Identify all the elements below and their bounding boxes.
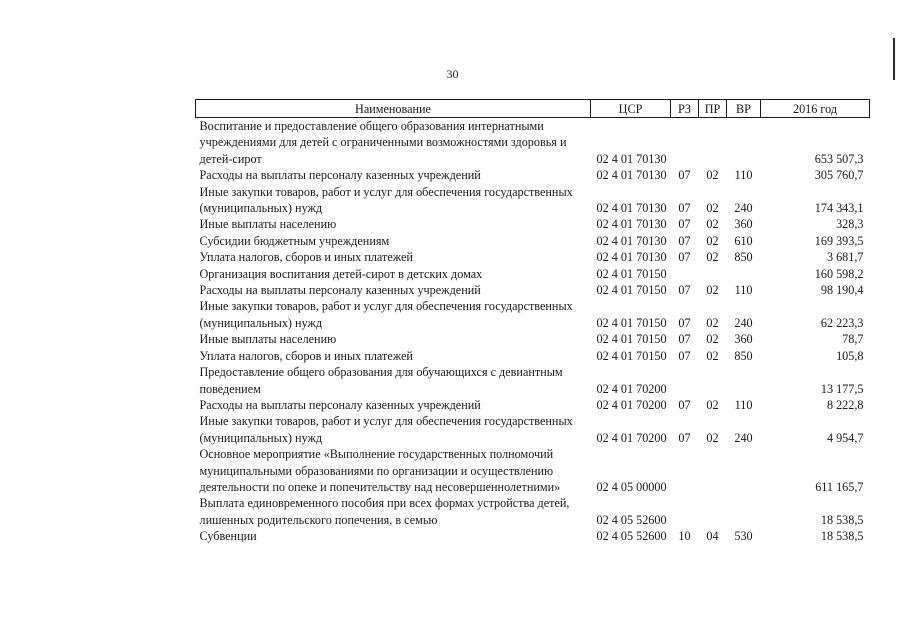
row-vr-cell: 610: [734, 233, 753, 248]
row-sum-cell: 305 760,7: [814, 168, 864, 183]
row-name-cell: Организация воспитания детей-сирот в детских домах: [199, 266, 483, 281]
table-row: [196, 266, 870, 282]
row-name-cell: Воспитание и предоставление общего образования интернатными учреждениями для детей с ограниченными возможностями здоровья и детей-сирот: [199, 119, 567, 166]
row-name-cell: Основное мероприятие «Выполнение государственных полномочий муниципальными образованиями по организации и осуществлению деятельности по опеке и попечительству над несовершеннолетними»: [199, 447, 561, 494]
row-pr-cell: 02: [706, 283, 719, 298]
row-pr-cell: [699, 446, 727, 495]
row-csr-cell: 02 4 05 00000: [596, 479, 667, 494]
row-pr-cell: 02: [706, 397, 719, 412]
table-row: [196, 348, 870, 364]
table-row: [196, 495, 870, 528]
row-rz-cell: 10: [678, 529, 691, 544]
header-name: Наименование: [196, 100, 591, 118]
header-pr: ПР: [699, 100, 727, 118]
row-rz-cell: [671, 364, 699, 397]
row-vr-cell: 530: [734, 529, 753, 544]
row-name-cell: Субсидии бюджетным учреждениям: [199, 233, 390, 248]
row-sum-cell: 8 222,8: [826, 397, 864, 412]
table-body: [196, 118, 870, 545]
row-pr-cell: 02: [706, 217, 719, 232]
row-pr-cell: 02: [706, 233, 719, 248]
row-vr-cell: [727, 118, 761, 168]
table-row: [196, 446, 870, 495]
row-sum-cell: 174 343,1: [814, 201, 864, 216]
table-row: [196, 413, 870, 446]
row-sum-cell: 4 954,7: [826, 430, 864, 445]
row-pr-cell: 02: [706, 250, 719, 265]
row-rz-cell: 07: [678, 348, 691, 363]
row-name-cell: Уплата налогов, сборов и иных платежей: [199, 348, 413, 363]
row-csr-cell: 02 4 01 70150: [596, 315, 667, 330]
row-csr-cell: 02 4 05 52600: [596, 512, 667, 527]
row-name-cell: Иные выплаты населению: [199, 332, 337, 347]
row-csr-cell: 02 4 01 70150: [596, 332, 667, 347]
row-pr-cell: [699, 266, 727, 282]
row-sum-cell: 611 165,7: [815, 479, 864, 494]
row-rz-cell: [671, 446, 699, 495]
row-csr-cell: 02 4 05 52600: [596, 529, 667, 544]
row-rz-cell: 07: [678, 397, 691, 412]
table-row: [196, 331, 870, 347]
row-sum-cell: 169 393,5: [814, 233, 864, 248]
row-pr-cell: 02: [706, 430, 719, 445]
row-name-cell: Расходы на выплаты персоналу казенных учреждений: [199, 168, 481, 183]
row-name-cell: Уплата налогов, сборов и иных платежей: [199, 250, 413, 265]
budget-table: [195, 99, 870, 545]
row-vr-cell: 240: [734, 315, 753, 330]
row-name-cell: Расходы на выплаты персоналу казенных учреждений: [199, 397, 481, 412]
row-pr-cell: [699, 495, 727, 528]
row-vr-cell: 360: [734, 332, 753, 347]
row-pr-cell: 02: [706, 168, 719, 183]
row-name-cell: Иные закупки товаров, работ и услуг для обеспечения государственных (муниципальных) нужд: [199, 184, 573, 216]
row-csr-cell: 02 4 01 70150: [596, 348, 667, 363]
row-vr-cell: [727, 446, 761, 495]
row-rz-cell: 07: [678, 283, 691, 298]
row-name-cell: Субвенции: [199, 529, 257, 544]
row-csr-cell: 02 4 01 70130: [596, 250, 667, 265]
row-vr-cell: [727, 364, 761, 397]
row-csr-cell: 02 4 01 70130: [596, 151, 667, 166]
table-row: [196, 282, 870, 298]
row-sum-cell: 18 538,5: [820, 512, 864, 527]
row-rz-cell: 07: [678, 250, 691, 265]
row-vr-cell: 110: [734, 397, 753, 412]
row-rz-cell: 07: [678, 217, 691, 232]
row-rz-cell: [671, 118, 699, 168]
row-vr-cell: [727, 495, 761, 528]
row-name-cell: Выплата единовременного пособия при всех формах устройства детей, лишенных родительского попечения, в семью: [199, 496, 570, 527]
row-csr-cell: 02 4 01 70150: [596, 266, 667, 281]
row-csr-cell: 02 4 01 70130: [596, 201, 667, 216]
row-sum-cell: 105,8: [836, 348, 864, 363]
row-vr-cell: 110: [734, 283, 753, 298]
table-row: [196, 216, 870, 232]
row-name-cell: Иные выплаты населению: [199, 217, 337, 232]
table-row: [196, 233, 870, 249]
row-sum-cell: 78,7: [842, 332, 864, 347]
row-sum-cell: 3 681,7: [826, 250, 864, 265]
row-sum-cell: 160 598,2: [814, 266, 864, 281]
row-pr-cell: 02: [706, 201, 719, 216]
row-csr-cell: 02 4 01 70130: [596, 168, 667, 183]
row-sum-cell: 653 507,3: [814, 151, 864, 166]
table-row: [196, 528, 870, 544]
row-rz-cell: 07: [678, 332, 691, 347]
row-rz-cell: [671, 266, 699, 282]
row-sum-cell: 13 177,5: [820, 381, 864, 396]
row-rz-cell: [671, 495, 699, 528]
header-csr: ЦСР: [591, 100, 671, 118]
row-csr-cell: 02 4 01 70150: [596, 283, 667, 298]
row-vr-cell: 240: [734, 430, 753, 445]
row-pr-cell: [699, 118, 727, 168]
row-vr-cell: 360: [734, 217, 753, 232]
row-sum-cell: 98 190,4: [820, 283, 864, 298]
table-row: [196, 249, 870, 265]
table-row: [196, 364, 870, 397]
table-row: [196, 397, 870, 413]
table-row: [196, 167, 870, 183]
row-rz-cell: 07: [678, 168, 691, 183]
row-rz-cell: 07: [678, 201, 691, 216]
row-csr-cell: 02 4 01 70200: [596, 381, 667, 396]
row-rz-cell: 07: [678, 233, 691, 248]
row-name-cell: Расходы на выплаты персоналу казенных учреждений: [199, 283, 481, 298]
row-vr-cell: 240: [734, 201, 753, 216]
row-pr-cell: 02: [706, 348, 719, 363]
table-row: [196, 184, 870, 217]
row-rz-cell: 07: [678, 430, 691, 445]
row-vr-cell: 110: [734, 168, 753, 183]
row-name-cell: Иные закупки товаров, работ и услуг для обеспечения государственных (муниципальных) нужд: [199, 414, 573, 445]
row-rz-cell: 07: [678, 315, 691, 330]
row-csr-cell: 02 4 01 70200: [596, 397, 667, 412]
row-pr-cell: 02: [706, 315, 719, 330]
scan-edge-mark: [893, 38, 895, 80]
page-number: 30: [446, 67, 459, 81]
row-vr-cell: 850: [734, 250, 753, 265]
row-sum-cell: 328,3: [836, 217, 864, 232]
row-pr-cell: 04: [706, 529, 719, 544]
row-vr-cell: [727, 266, 761, 282]
row-vr-cell: 850: [734, 348, 753, 363]
header-vr: ВР: [727, 100, 761, 118]
table-row: [196, 118, 870, 168]
row-csr-cell: 02 4 01 70130: [596, 233, 667, 248]
row-pr-cell: [699, 364, 727, 397]
row-name-cell: Предоставление общего образования для обучающихся с девиантным поведением: [199, 365, 563, 396]
row-csr-cell: 02 4 01 70130: [596, 217, 667, 232]
header-rz: РЗ: [671, 100, 699, 118]
row-sum-cell: 18 538,5: [820, 529, 864, 544]
header-year: 2016 год: [761, 100, 870, 118]
table-row: [196, 298, 870, 331]
table-header-row: [196, 100, 870, 118]
row-name-cell: Иные закупки товаров, работ и услуг для обеспечения государственных (муниципальных) нужд: [199, 299, 573, 330]
row-csr-cell: 02 4 01 70200: [596, 430, 667, 445]
row-pr-cell: 02: [706, 332, 719, 347]
row-sum-cell: 62 223,3: [820, 315, 864, 330]
